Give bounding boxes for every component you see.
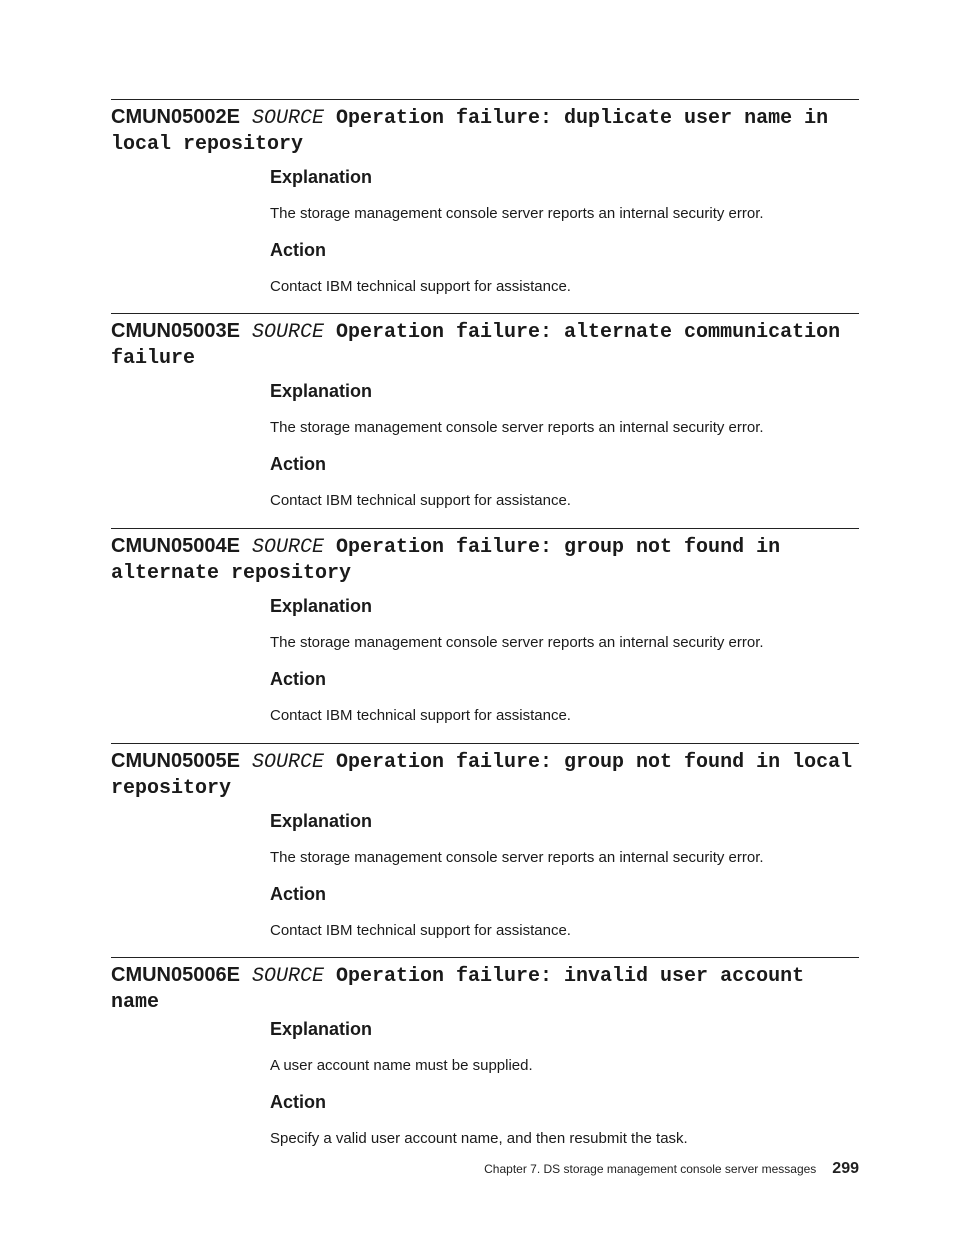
action-text: Contact IBM technical support for assistance.	[270, 707, 571, 724]
message-entry	[111, 313, 859, 511]
message-entry	[111, 528, 859, 726]
action-text: Contact IBM technical support for assistance.	[270, 922, 571, 939]
message-source: SOURCE	[251, 321, 324, 344]
message-entry	[111, 99, 859, 297]
page-number: 299	[832, 1160, 859, 1177]
message-body	[270, 810, 859, 941]
explanation-heading: Explanation	[270, 381, 373, 401]
message-body	[270, 595, 859, 726]
message-id: CMUN05005E	[111, 750, 240, 772]
action-heading: Action	[270, 240, 326, 260]
action-heading: Action	[270, 669, 326, 689]
explanation-text: A user account name must be supplied.	[270, 1057, 533, 1074]
message-entry	[111, 743, 859, 941]
message-title: Operation failure: duplicate user name in local repository	[111, 107, 829, 156]
explanation-text: The storage management console server reports an internal security error.	[270, 634, 764, 651]
action-heading: Action	[270, 1092, 326, 1112]
explanation-text: The storage management console server reports an internal security error.	[270, 849, 764, 866]
message-body	[270, 1018, 859, 1149]
message-title: Operation failure: invalid user account name	[111, 965, 805, 1014]
message-entry	[111, 957, 859, 1149]
message-source: SOURCE	[251, 536, 324, 559]
page-footer	[484, 1160, 859, 1178]
message-heading	[111, 314, 859, 372]
message-source: SOURCE	[251, 107, 324, 130]
message-heading	[111, 100, 859, 158]
message-id: CMUN05006E	[111, 964, 240, 986]
message-title: Operation failure: group not found in alternate repository	[111, 536, 781, 585]
message-heading	[111, 744, 859, 802]
explanation-text: The storage management console server reports an internal security error.	[270, 205, 764, 222]
explanation-heading: Explanation	[270, 167, 373, 187]
message-heading	[111, 958, 859, 1016]
action-text: Contact IBM technical support for assistance.	[270, 278, 571, 295]
action-heading: Action	[270, 884, 326, 904]
explanation-text: The storage management console server reports an internal security error.	[270, 419, 764, 436]
message-body	[270, 380, 859, 511]
message-id: CMUN05003E	[111, 320, 240, 342]
message-source: SOURCE	[251, 751, 324, 774]
chapter-title: Chapter 7. DS storage management console server messages	[484, 1162, 817, 1176]
explanation-heading: Explanation	[270, 1019, 373, 1039]
message-title: Operation failure: alternate communication failure	[111, 321, 841, 370]
message-source: SOURCE	[251, 965, 324, 988]
action-heading: Action	[270, 454, 326, 474]
message-id: CMUN05004E	[111, 535, 240, 557]
explanation-heading: Explanation	[270, 596, 373, 616]
explanation-heading: Explanation	[270, 811, 373, 831]
message-body	[270, 166, 859, 297]
action-text: Contact IBM technical support for assistance.	[270, 492, 571, 509]
message-title: Operation failure: group not found in local repository	[111, 751, 853, 800]
message-heading	[111, 529, 859, 587]
message-id: CMUN05002E	[111, 106, 240, 128]
action-text: Specify a valid user account name, and then resubmit the task.	[270, 1130, 688, 1147]
